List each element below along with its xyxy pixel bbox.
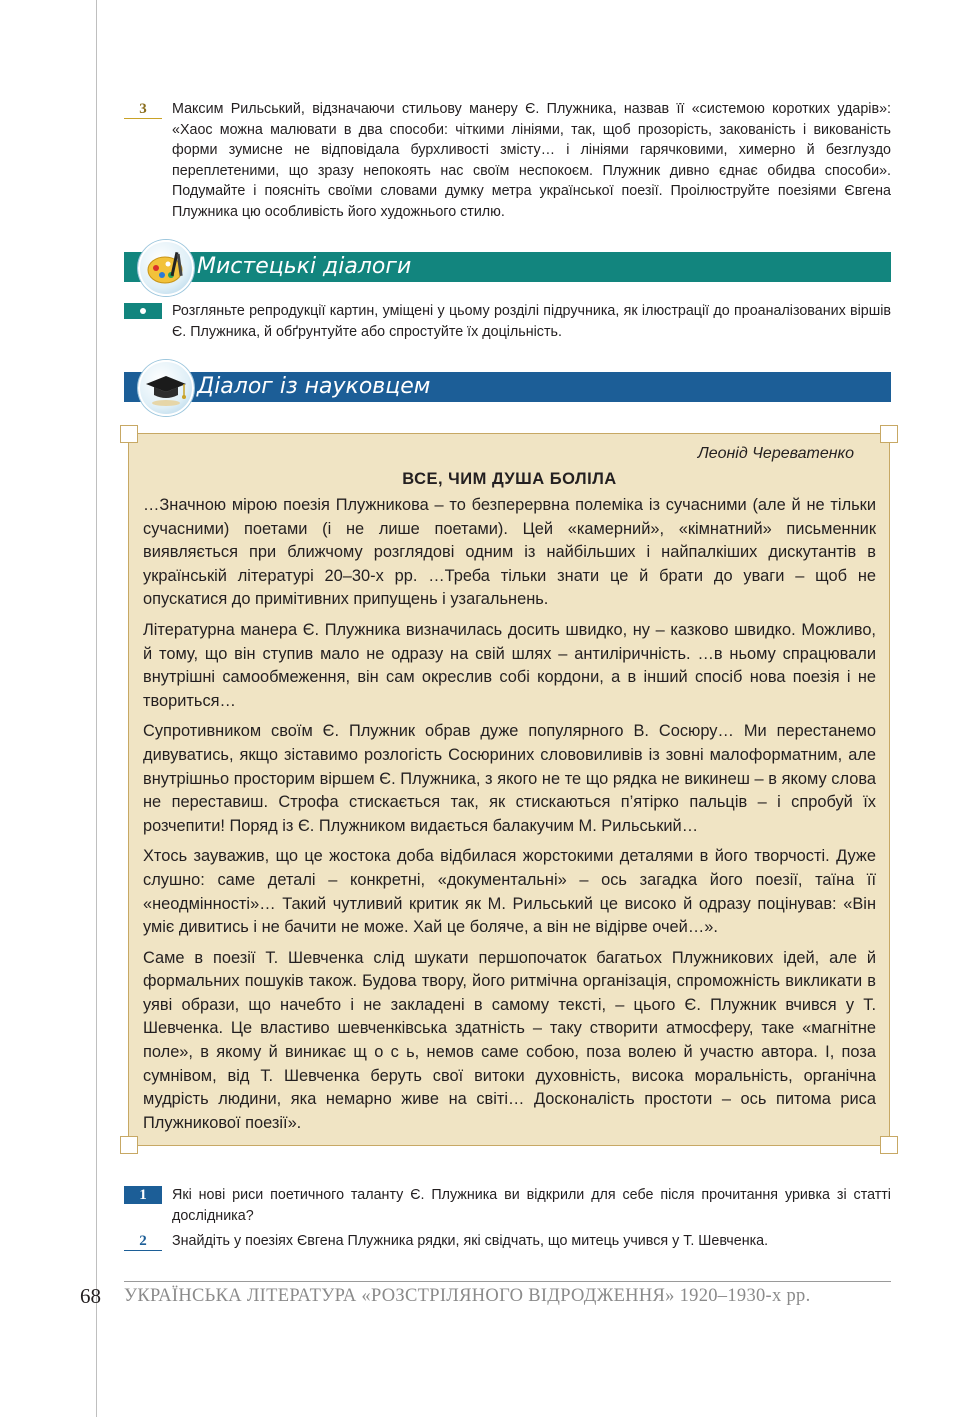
section-header-art-dialogs <box>124 252 891 282</box>
quote-paragraph: Саме в поезії Т. Шевченка слід шукати першопочаток багатьох Плужникових ідей, але й формальних пошуків також. Будова твору, його ритмічна організація, спроможність викликати в уяві образи, що начебто і не закладені в самому тексті, – цього Є. Плужник вчився у Т. Шевченка. Це властиво шевченківська здатність – таку створити атмосферу, таке «магнітне поле», в якому й виникає щ о с ь, немов саме собою, поза волею й участю автора. І, поза сумнівом, від Т. Шевченка беруть свої витоки духовність, висока моральність, органічна мудрість людини, яка немарно живе на світі… Досконалість простоти – ось питома риса Плужникової поезії». <box>143 948 876 1132</box>
quote-body <box>143 442 876 1142</box>
palette-icon <box>138 240 194 296</box>
question-1 <box>124 1185 891 1226</box>
frame-corner-ornament <box>880 425 898 443</box>
section-header-scientist-dialog <box>124 372 891 402</box>
page-number: 68 <box>80 1284 101 1308</box>
frame-corner-ornament <box>120 425 138 443</box>
quote-paragraph: …Значною мірою поезія Плужникова – то безперервна полеміка із сучасними (але й не тільки сучасними) поетами (і не лише поетами). Цей «камерний», «кімнатний» письменник виявляється при ближчому розглядові одним із найбільших і найпалкіших дискутантів в українській літературі 20–30-х рр. …Треба тільки знати це й брати до уваги – щоб не опускатися до примітивних припущень і узагальнень. <box>143 496 876 609</box>
page-margin-line <box>96 0 97 1417</box>
art-dialog-text: Розгляньте репродукції картин, уміщені у цьому розділі підручника, як ілюстрації до проаналізованих віршів Є. Плужника, й обґрунтуйте або спростуйте їх доцільність. <box>172 303 891 340</box>
section-title: Мистецькі діалоги <box>197 254 412 279</box>
running-head: УКРАЇНСЬКА ЛІТЕРАТУРА «РОЗСТРІЛЯНОГО ВІДРОДЖЕННЯ» 1920–1930-х рр. <box>124 1286 811 1306</box>
question-number: 1 <box>124 1186 162 1204</box>
task-number: 3 <box>124 100 162 119</box>
quote-title: ВСЕ, ЧИМ ДУША БОЛІЛА <box>402 470 617 488</box>
section-title: Діалог із науковцем <box>197 374 431 399</box>
question-2 <box>124 1231 891 1252</box>
art-dialog-task <box>124 301 891 342</box>
question-text: Які нові риси поетичного таланту Є. Плужника ви відкрили для себе після прочитання уривка зі статті дослідника? <box>172 1187 891 1224</box>
question-text: Знайдіть у поезіях Євгена Плужника рядки, які свідчать, що митець учився у Т. Шевченка. <box>172 1233 769 1249</box>
question-number: 2 <box>124 1232 162 1251</box>
footer-rule <box>124 1281 891 1282</box>
task-3 <box>124 99 891 222</box>
task-text: Максим Рильський, відзначаючи стильову манеру Є. Плужника, назвав її «системою коротких ударів»: «Хаос можна малювати в два способи: чіткими лініями, так, щоб прозорість, закованість і викованість форми зумисне не відповідала бурхливості змісту… і лініями гарячковими, химерно й безглуздо переплетеними, що зразу непокоять нас своїм неспокоєм. Плужник дивно єднає обидва способи». Подумайте і поясніть своїми словами думку метра української поезії. Проілюструйте поезіями Євгена Плужника цю особливість його художнього стилю. <box>172 101 891 220</box>
quote-paragraph: Супротивником своїм Є. Плужник обрав дуже популярного В. Сосюру… Ми перестанемо дивуватись, якщо зіставимо розлогість Сосюриних слововиливів із зовні малоформатним, але внутрішньо просторим віршем Є. Плужника, з якого не те що рядка не викинеш – в якому слова не переставиш. Строфа стискається так, як стискаються п’ятірко пальців – і спробуй їх розчепити! Поряд із Є. Плужником видається балакучим М. Рильський… <box>143 722 876 835</box>
frame-corner-ornament <box>880 1136 898 1154</box>
graduation-cap-icon <box>138 360 194 416</box>
quote-paragraph: Літературна манера Є. Плужника визначилась досить швидко, ну – казково швидко. Можливо, й тому, що він ступив мало не одразу на свій шлях – антиліричність. …в ньому спрацювали внутрішні самообмеження, він сам окреслив собі кордони, а в інший спосіб нова поезія і не твориться… <box>143 620 876 710</box>
bullet-marker <box>124 303 162 319</box>
scientist-quote-box <box>128 433 890 1146</box>
quote-paragraph: Хтось зауважив, що це жостока доба відбилася жорстокими деталями в його творчості. Дуже слушно: саме деталі – конкретні, «документальні» – ось загадка його поезії, таїна її «неодмінності»… Такий чутливий критик як М. Рильський це високо й одразу поцінував: «Він уміє дивитись і не бачити не може. Хай це боляче, а він не відірве очей…». <box>143 847 876 937</box>
quote-author: Леонід Череватенко <box>697 445 854 462</box>
frame-corner-ornament <box>120 1136 138 1154</box>
